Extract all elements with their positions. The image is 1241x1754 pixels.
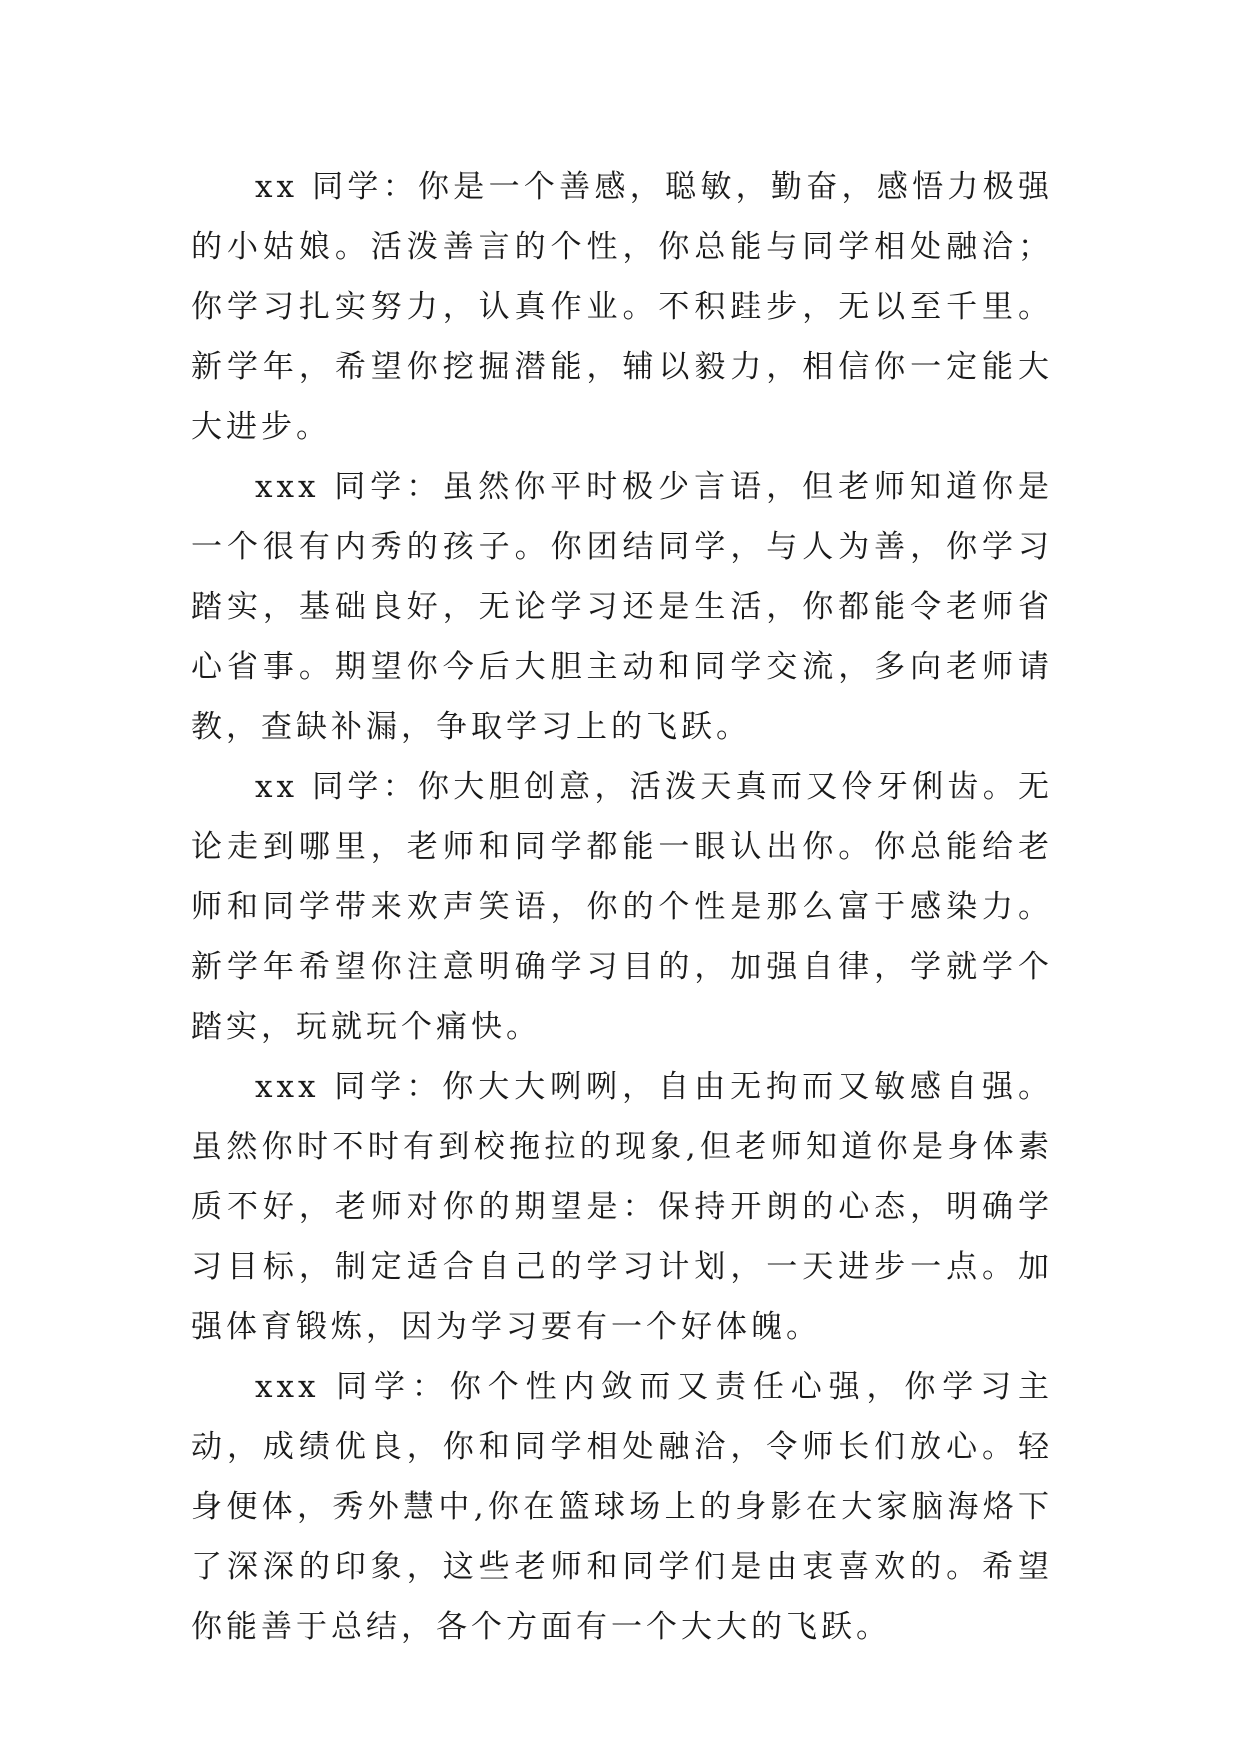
comment-paragraph-1: xx 同学：你是一个善感，聪敏，勤奋，感悟力极强的小姑娘。活泼善言的个性，你总能与同学相处融洽；你学习扎实努力，认真作业。不积跬步，无以至千里。新学年，希望你挖掘潜能，辅以毅力，相信你一定能大大进步。 (191, 169, 1053, 445)
comment-paragraph-4: xxx 同学：你大大咧咧，自由无拘而又敏感自强。虽然你时不时有到校拖拉的现象,但老师知道你是身体素质不好，老师对你的期望是：保持开朗的心态，明确学习目标，制定适合自己的学习计划，一天进步一点。加强体育锻炼，因为学习要有一个好体魄。 (191, 1069, 1053, 1345)
document-body (191, 157, 1053, 1657)
comment-paragraph-3: xx 同学：你大胆创意，活泼天真而又伶牙俐齿。无论走到哪里，老师和同学都能一眼认出你。你总能给老师和同学带来欢声笑语，你的个性是那么富于感染力。新学年希望你注意明确学习目的，加强自律，学就学个踏实，玩就玩个痛快。 (191, 769, 1053, 1045)
comment-paragraph-2: xxx 同学：虽然你平时极少言语，但老师知道你是一个很有内秀的孩子。你团结同学，与人为善，你学习踏实，基础良好，无论学习还是生活，你都能令老师省心省事。期望你今后大胆主动和同学交流，多向老师请教，查缺补漏，争取学习上的飞跃。 (191, 469, 1053, 745)
comment-paragraph-5: xxx 同学：你个性内敛而又责任心强，你学习主动，成绩优良，你和同学相处融洽，令师长们放心。轻身便体，秀外慧中,你在篮球场上的身影在大家脑海烙下了深深的印象，这些老师和同学们是由衷喜欢的。希望你能善于总结，各个方面有一个大大的飞跃。 (191, 1369, 1053, 1645)
